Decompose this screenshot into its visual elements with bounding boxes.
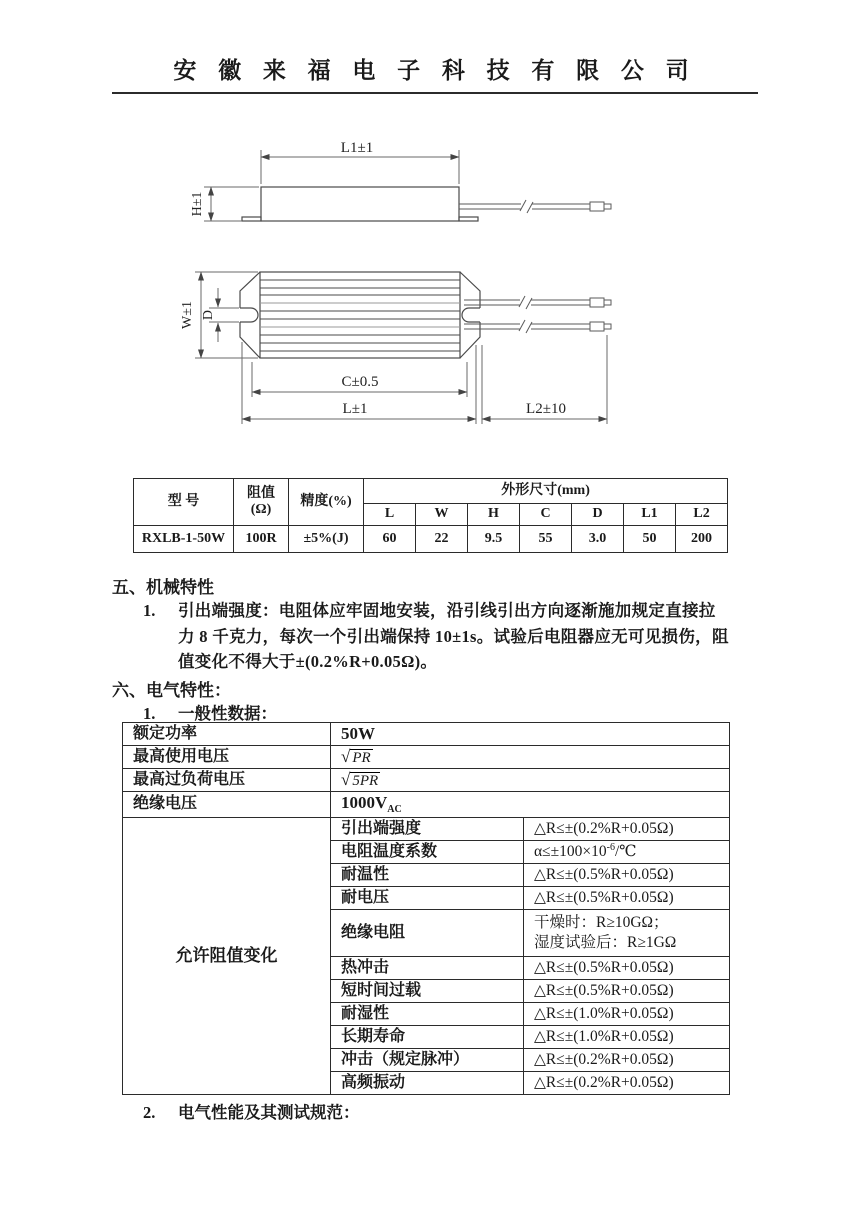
cell-L: 60 bbox=[364, 526, 416, 553]
col-header-W: W bbox=[416, 504, 468, 526]
col-header-D: D bbox=[572, 504, 624, 526]
cell-precision: ±5%(J) bbox=[289, 526, 364, 553]
right-mount-slot bbox=[462, 308, 480, 322]
test-value: △R≤±(1.0%R+0.05Ω) bbox=[524, 1002, 730, 1025]
lead-wire-lower bbox=[464, 320, 611, 333]
table-row bbox=[123, 723, 730, 746]
col-header-dimensions-group: 外形尺寸(mm) bbox=[364, 479, 728, 504]
section5-item1-paragraph bbox=[143, 598, 783, 675]
test-label: 绝缘电阻 bbox=[331, 909, 524, 956]
rated-power-label: 额定功率 bbox=[123, 723, 331, 746]
cell-L2: 200 bbox=[676, 526, 728, 553]
cell-C: 55 bbox=[520, 526, 572, 553]
left-end-cap bbox=[240, 272, 260, 358]
test-value: △R≤±(0.5%R+0.05Ω) bbox=[524, 956, 730, 979]
electrical-table bbox=[122, 722, 730, 1095]
test-label: 长期寿命 bbox=[331, 1025, 524, 1048]
insulation-voltage-value: $1000V_{AC}$ bbox=[331, 792, 730, 818]
resistor-body-side bbox=[261, 187, 459, 221]
cell-L1: 50 bbox=[624, 526, 676, 553]
insulation-voltage-label: 绝缘电压 bbox=[123, 792, 331, 818]
table-row bbox=[123, 769, 730, 792]
col-header-precision: 精度(%) bbox=[289, 479, 364, 526]
cell-model: RXLB-1-50W bbox=[134, 526, 234, 553]
test-label: 引出端强度 bbox=[331, 817, 524, 840]
max-overload-label: 最高过负荷电压 bbox=[123, 769, 331, 792]
test-value: △R≤±(0.5%R+0.05Ω) bbox=[524, 863, 730, 886]
cell-H: 9.5 bbox=[468, 526, 520, 553]
col-header-L1: L1 bbox=[624, 504, 676, 526]
paragraph-line: 引出端强度：电阻体应牢固地安装，沿引线引出方向逐渐施加规定直接拉 bbox=[178, 601, 716, 620]
item-number: 2. bbox=[143, 1103, 156, 1122]
section6-title: 六、电气特性： bbox=[112, 681, 231, 700]
lead-wire-upper bbox=[464, 296, 611, 309]
section6-item2-heading: 2. 电气性能及其测试规范： bbox=[143, 1103, 360, 1122]
test-label: 耐电压 bbox=[331, 886, 524, 909]
dim-label-l1: L1±1 bbox=[340, 140, 374, 156]
technical-drawings bbox=[0, 0, 868, 460]
test-label: 热冲击 bbox=[331, 956, 524, 979]
col-header-C: C bbox=[520, 504, 572, 526]
cell-W: 22 bbox=[416, 526, 468, 553]
section5-title: 五、机械特性 bbox=[112, 578, 214, 597]
spec-table-row bbox=[134, 526, 728, 553]
test-label: 耐温性 bbox=[331, 863, 524, 886]
test-value: △R≤±(0.2%R+0.05Ω) bbox=[524, 817, 730, 840]
max-voltage-label: 最高使用电压 bbox=[123, 746, 331, 769]
col-header-L2: L2 bbox=[676, 504, 728, 526]
paragraph-line: 值变化不得大于±(0.2%R+0.05Ω)。 bbox=[178, 652, 438, 671]
cell-D: 3.0 bbox=[572, 526, 624, 553]
company-name-header: 安 徽 来 福 电 子 科 技 有 限 公 司 bbox=[112, 52, 758, 94]
dim-h bbox=[204, 187, 259, 221]
test-label: 冲击（规定脉冲） bbox=[331, 1048, 524, 1071]
dim-label-d: D bbox=[201, 309, 216, 321]
left-mount-slot bbox=[240, 308, 258, 322]
item-number: 1. bbox=[143, 704, 156, 723]
test-value: $\alpha\le\pm 100\times 10^{-6}/℃$ bbox=[524, 840, 730, 863]
right-end-cap bbox=[460, 272, 480, 358]
side-view-drawing bbox=[204, 150, 611, 221]
max-overload-formula: √ 5PR bbox=[331, 769, 730, 792]
test-value: △R≤±(0.5%R+0.05Ω) bbox=[524, 979, 730, 1002]
dim-label-h: H±1 bbox=[190, 191, 205, 217]
table-row bbox=[123, 817, 730, 840]
cell-resistance: 100R bbox=[234, 526, 289, 553]
test-label: 耐湿性 bbox=[331, 1002, 524, 1025]
test-label: 电阻温度系数 bbox=[331, 840, 524, 863]
lead-wire-side bbox=[459, 200, 611, 213]
spec-table bbox=[133, 478, 728, 553]
col-header-H: H bbox=[468, 504, 520, 526]
mount-flange-right bbox=[459, 217, 478, 221]
col-header-resistance: 阻值 (Ω) bbox=[234, 479, 289, 526]
test-value: 干燥时：R≥10GΩ； 湿度试验后：R≥1GΩ bbox=[524, 909, 730, 956]
item-number: 1. bbox=[143, 601, 156, 620]
test-value: △R≤±(1.0%R+0.05Ω) bbox=[524, 1025, 730, 1048]
resistor-body-top bbox=[260, 272, 460, 358]
dim-label-l2: L2±10 bbox=[526, 401, 566, 417]
col-header-L: L bbox=[364, 504, 416, 526]
test-value: △R≤±(0.5%R+0.05Ω) bbox=[524, 886, 730, 909]
table-row bbox=[123, 792, 730, 818]
test-value: △R≤±(0.2%R+0.05Ω) bbox=[524, 1071, 730, 1094]
table-row bbox=[123, 746, 730, 769]
section6-item1-heading: 1. 一般性数据： bbox=[143, 704, 277, 723]
allowed-change-label: 允许阻值变化 bbox=[123, 817, 331, 1094]
max-voltage-formula: √ PR bbox=[331, 746, 730, 769]
dim-label-c: C±0.5 bbox=[341, 374, 379, 390]
dim-label-w: W±1 bbox=[180, 301, 195, 329]
dim-label-l: L±1 bbox=[342, 401, 368, 417]
test-label: 高频振动 bbox=[331, 1071, 524, 1094]
paragraph-line: 力 8 千克力，每次一个引出端保持 10±1s。试验后电阻器应无可见损伤，阻 bbox=[178, 626, 729, 646]
mount-flange-left bbox=[242, 217, 261, 221]
col-header-model: 型 号 bbox=[134, 479, 234, 526]
fin-lines bbox=[260, 280, 460, 351]
test-value: △R≤±(0.2%R+0.05Ω) bbox=[524, 1048, 730, 1071]
rated-power-value: 50W bbox=[331, 723, 730, 746]
test-label: 短时间过载 bbox=[331, 979, 524, 1002]
